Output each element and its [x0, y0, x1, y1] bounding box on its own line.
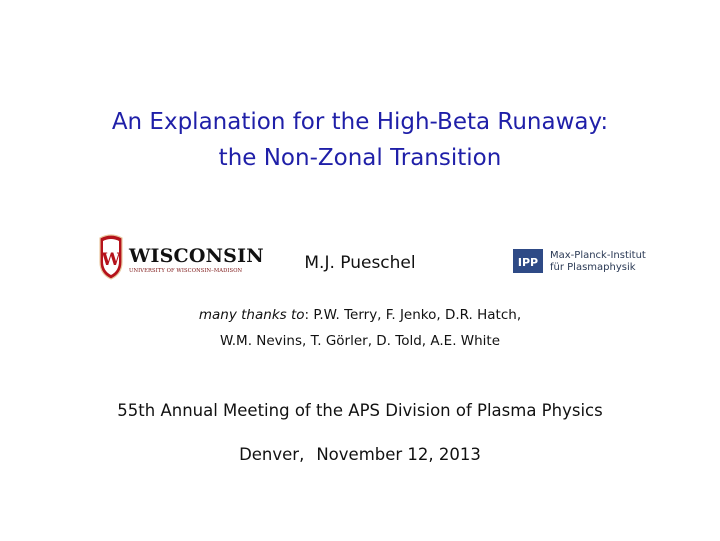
- slide-title: [0, 104, 720, 176]
- author: M.J. Pueschel: [304, 253, 416, 273]
- title-line-2: the Non-Zonal Transition: [218, 145, 502, 171]
- thanks-names-1: : P.W. Terry, F. Jenko, D.R. Hatch,: [304, 307, 522, 323]
- location-city: Denver,: [239, 445, 305, 464]
- location-date: [0, 444, 720, 466]
- wisconsin-subtitle: UNIVERSITY OF WISCONSIN–MADISON: [129, 268, 243, 274]
- thanks-label: many thanks to: [198, 307, 305, 323]
- crest-letter: W: [101, 250, 121, 270]
- ipp-logo: [513, 249, 646, 277]
- title-line-1: An Explanation for the High-Beta Runaway:: [111, 109, 609, 135]
- wisconsin-name: WISCONSIN: [129, 245, 264, 267]
- ipp-name: [550, 250, 646, 274]
- presentation-date: November 12, 2013: [316, 445, 481, 464]
- meeting-name: 55th Annual Meeting of the APS Division of Plasma Physics: [117, 401, 603, 420]
- thanks-line-1: [0, 302, 720, 328]
- thanks-line-2: W.M. Nevins, T. Görler, D. Told, A.E. White: [219, 333, 501, 349]
- ipp-mark-icon: [513, 249, 543, 273]
- ipp-line-1: Max-Planck-Institut: [550, 250, 646, 261]
- acknowledgements: [0, 302, 720, 354]
- ipp-line-2: für Plasmaphysik: [550, 262, 636, 273]
- ipp-mark-text: IPP: [517, 256, 539, 269]
